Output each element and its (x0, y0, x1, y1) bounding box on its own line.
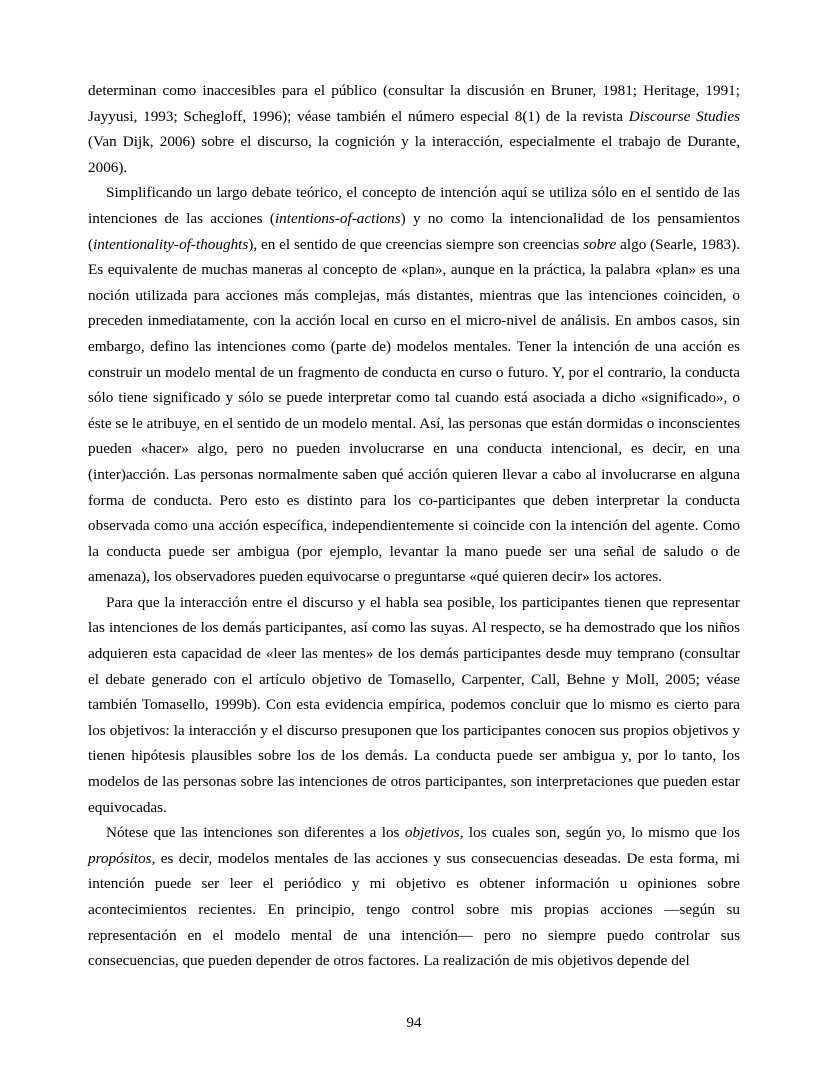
emphasis-text: propósitos (88, 849, 152, 867)
emphasis-text: objetivos (404, 824, 460, 842)
paragraph (88, 180, 740, 590)
text-run: Nótese que las intenciones son diferentes a los (106, 824, 405, 842)
text-run: determinan como inaccesibles para el público (consultar la discusión en Bruner, 1981; Heritage, 1991; Jayyusi, 1993; Schegloff, 1996); véase también el número especial 8(1) de la revista (88, 82, 740, 125)
text-run: algo (Searle, 1983). Es equivalente de muchas maneras al concepto de «plan», aunque en la práctica, la palabra «plan» es una noción utilizada para acciones más complejas, más distantes, mientras que las intenciones coinciden, o preceden inmediatamente, con la acción local en curso en el micro-nivel de análisis. En ambos casos, sin embargo, defino las intenciones como (parte de) modelos mentales. Tener la intención de una acción es construir un modelo mental de un fragmento de conducta en curso o futuro. Y, por el contrario, la conducta sólo tiene significado y sólo se puede interpretar como tal cuando está asociada a dicho «significado», o éste se le atribuye, en el sentido de un modelo mental. Así, las personas que están dormidas o inconscientes pueden «hacer» algo, pero no pueden involucrarse en una conducta intencional, es decir, en una (inter)acción. Las personas normalmente saben qué acción quieren llevar a cabo al involucrarse en alguna forma de conducta. Pero esto es distinto para los co-participantes que deben interpretar la conducta observada como una acción específica, independientemente si coincide con la intención del agente. Como la conducta puede ser ambigua (por ejemplo, levantar la mano puede ser una señal de saludo o de amenaza), los observadores pueden equivocarse o preguntarse «qué quieren decir» los actores. (88, 235, 740, 586)
page-body (88, 78, 740, 974)
paragraph (88, 590, 740, 820)
text-run: Simplificando un largo debate teórico, el concepto de intención aquí se utiliza sólo en el sentido de las intenciones de las acciones ( (88, 184, 740, 227)
text-run: (Van Dijk, 2006) sobre el discurso, la cognición y la interacción, especialmente el trabajo de Durante, 2006). (88, 133, 740, 176)
paragraph (88, 820, 740, 974)
emphasis-text: sobre (583, 235, 617, 253)
text-run: , los cuales son, según yo, lo mismo que los (459, 824, 740, 842)
text-run: Para que la interacción entre el discurso y el habla sea posible, los participantes tienen que representar las intenciones de los demás participantes, así como las suyas. Al respecto, se ha demostrado que los niños adquieren esta capacidad de «leer las mentes» de los demás participantes desde muy temprano (consultar el debate generado con el artículo objetivo de Tomasello, Carpenter, Call, Behne y Moll, 2005; véase también Tomasello, 1999b). Con esta evidencia empírica, podemos concluir que lo mismo es cierto para los objetivos: la interacción y el discurso presuponen que los participantes conocen sus propios objetivos y tienen hipótesis plausibles sobre los de los demás. La conducta puede ser ambigua y, por lo tanto, los modelos de las personas sobre las intenciones de otros participantes, son interpretaciones que pueden estar equivocadas. (88, 593, 740, 816)
emphasis-text: Discourse Studies (628, 107, 740, 125)
emphasis-text: intentions-of-actions (274, 209, 401, 227)
emphasis-text: intentionality-of-thoughts (93, 235, 249, 253)
page-number: 94 (406, 1014, 422, 1031)
text-run: ), en el sentido de que creencias siempre son creencias (248, 235, 584, 253)
text-run: , es decir, modelos mentales de las acciones y sus consecuencias deseadas. De esta forma, mi intención puede ser leer el periódico y mi objetivo es obtener información u opiniones sobre acontecimientos recientes. En principio, tengo control sobre mis propias acciones —según su representación en el modelo mental de una intención— pero no siempre puedo controlar sus consecuencias, que pueden depender de otros factores. La realización de mis objetivos depende del (88, 849, 740, 970)
text-run: ) y no como la intencionalidad de los pensamientos ( (88, 209, 740, 253)
paragraph (88, 78, 740, 180)
